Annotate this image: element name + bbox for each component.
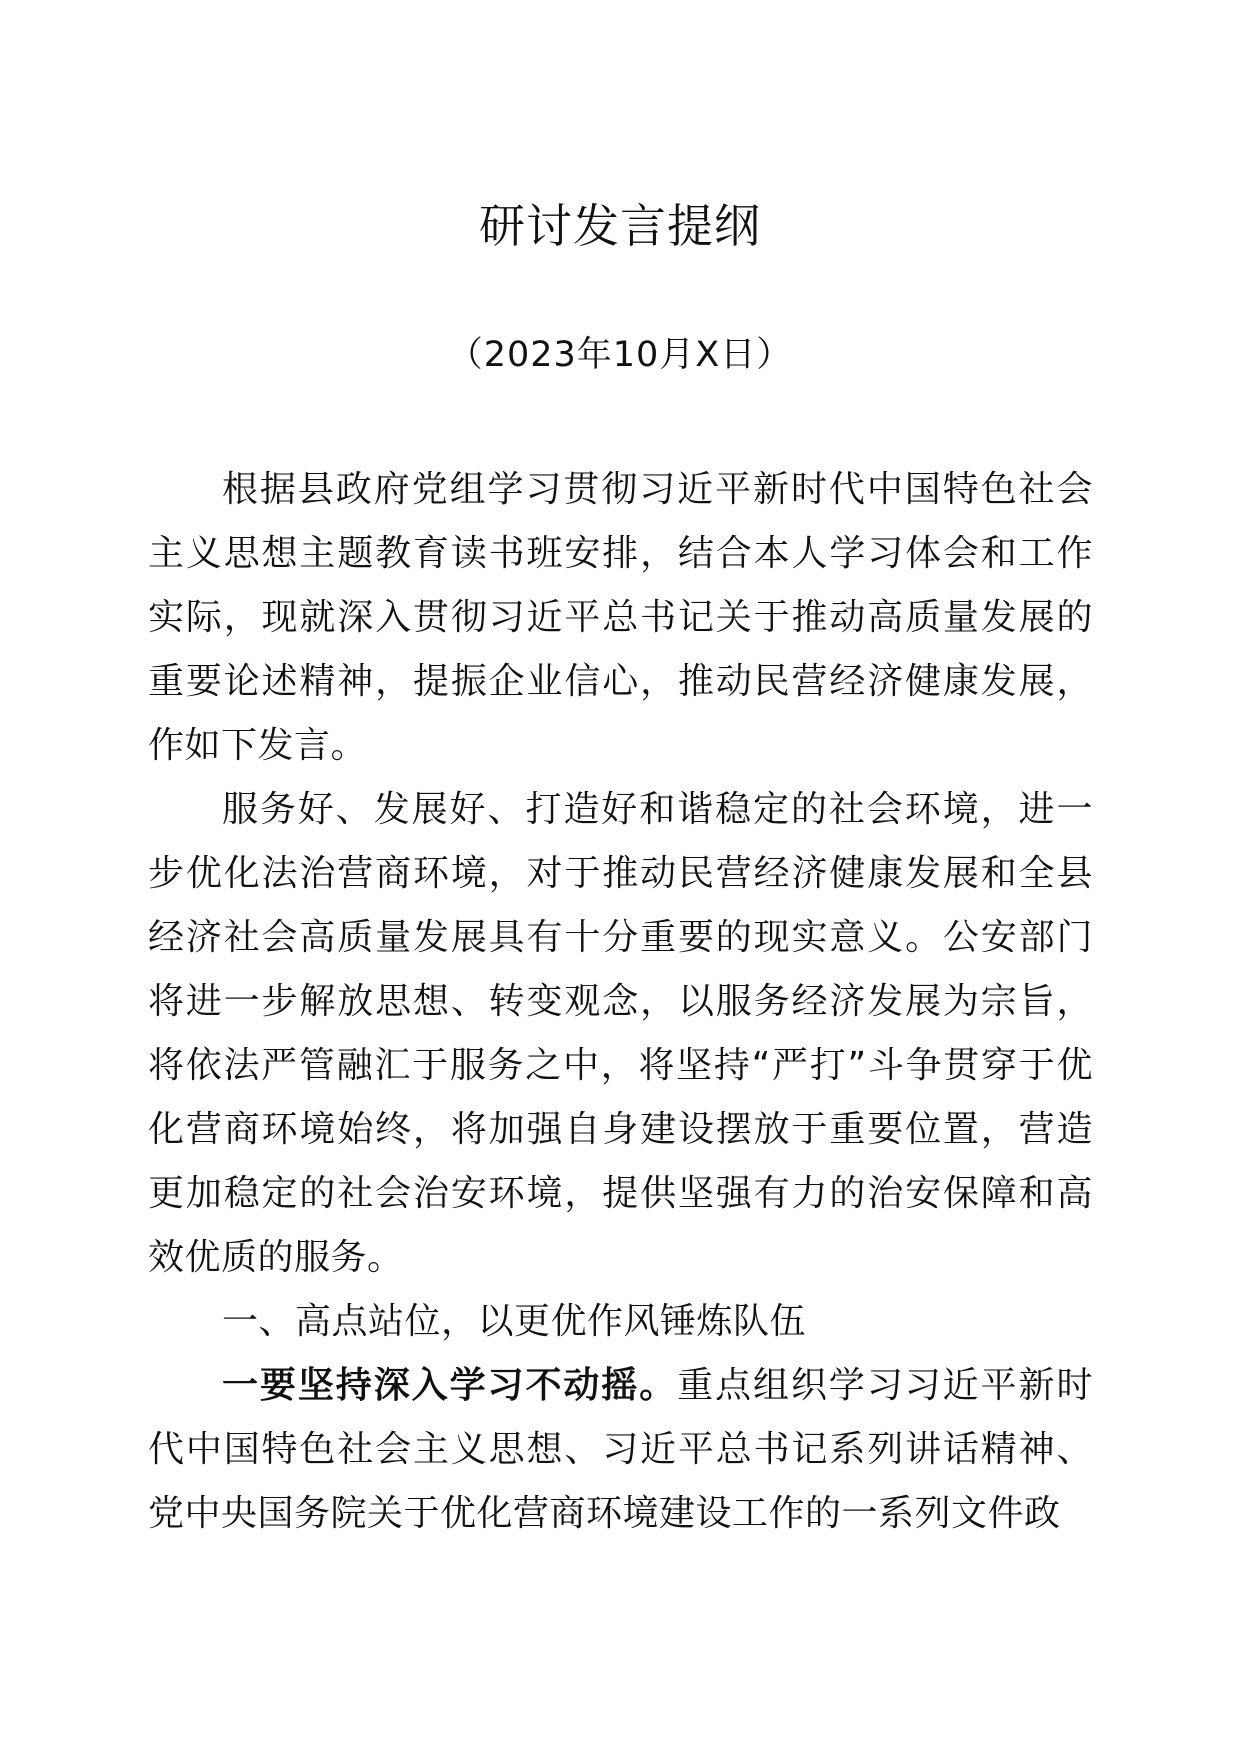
- point-one-paragraph: [148, 1354, 1093, 1546]
- section-heading: 一、高点站位，以更优作风锤炼队伍: [222, 1301, 807, 1342]
- document-date: （2023年10月X日）: [447, 335, 793, 375]
- intro-paragraph: 根据县政府党组学习贯彻习近平新时代中国特色社会主义思想主题教育读书班安排，结合本人学习体会和工作实际，现就深入贯彻习近平总书记关于推动高质量发展的重要论述精神，提振企业信心，推动民营经济健康发展，作如下发言。: [148, 469, 1093, 766]
- overview-paragraph: 服务好、发展好、打造好和谐稳定的社会环境，进一步优化法治营商环境，对于推动民营经济健康发展和全县经济社会高质量发展具有十分重要的现实意义。公安部门将进一步解放思想、转变观念，以服务经济发展为宗旨，将依法严管融汇于服务之中，将坚持“严打”斗争贯穿于优化营商环境始终，将加强自身建设摆放于重要位置，营造更加稳定的社会治安环境，提供坚强有力的治安保障和高效优质的服务。: [148, 789, 1093, 1278]
- point-one-lead: 一要坚持深入学习不动摇。: [222, 1365, 678, 1406]
- document-title: 研讨发言提纲: [479, 199, 761, 253]
- point-one-text: 重点组织学习习近平新时代中国特色社会主义思想、习近平总书记系列讲话精神、党中央国务院关于优化营商环境建设工作的一系列文件政: [148, 1365, 1093, 1534]
- document-body: [148, 458, 1093, 1546]
